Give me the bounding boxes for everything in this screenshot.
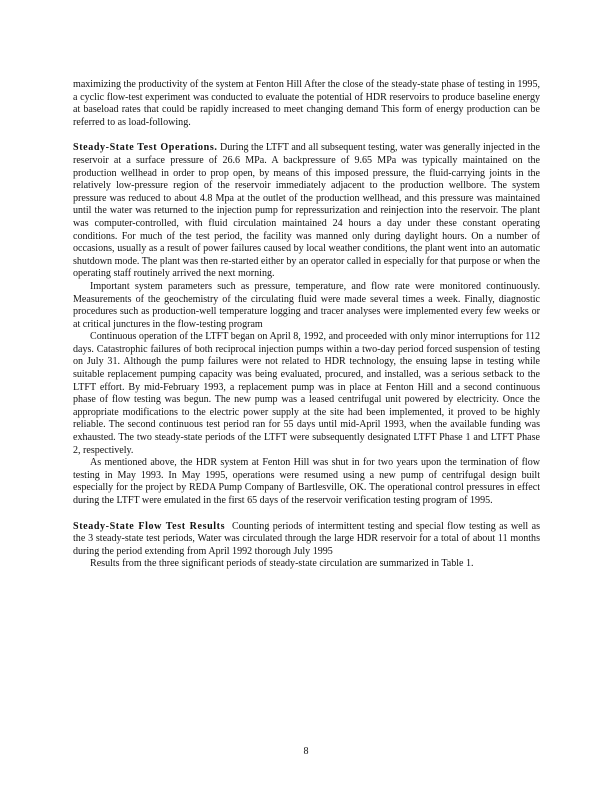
section-heading-results: Steady-State Flow Test Results — [73, 520, 226, 532]
section-heading-operations: Steady-State Test Operations. — [73, 142, 218, 154]
page-number: 8 — [303, 746, 309, 757]
results-paragraph-1-text: Counting periods of intermittent testing and special flow testing as well as the 3 steady-state test periods, Water was circulated through the large HDR reservoir for a total of about 11 months during the period extending from April 1992 thorough July 1995 — [73, 520, 540, 557]
results-paragraph-2: Results from the three significant periods of steady-state circulation are summarized in Table 1. — [90, 558, 474, 570]
document-page — [73, 79, 540, 571]
operations-paragraph-3: Continuous operation of the LTFT began on April 8, 1992, and proceeded with only minor interruptions for 112 days. Catastrophic failures of both reciprocal injection pumps within a two-day period forced suspension of testing on July 31. Although the pump failures were not related to HDR technology, the ensuing lapse in testing while suitable replacement pumping capacity was being evaluated, procured, and installed, was a serious setback to the LTFT effort. By mid-February 1993, a replacement pump was in place at Fenton Hill and a second continuous phase of flow testing was begun. The new pump was a leased centrifugal unit powered by electricity. Once the appropriate modifications to the electric power supply at the site had been implemented, it proved to be highly reliable. The second continuous test period ran for 55 days until mid-April 1993, when the available funding was exhausted. The two steady-state periods of the LTFT were subsequently designated LTFT Phase 1 and LTFT Phase 2, respectively. — [73, 331, 540, 456]
intro-paragraph: maximizing the productivity of the system at Fenton Hill After the close of the steady-state phase of testing in 1995, a cyclic flow-test experiment was conducted to evaluate the potential of HDR reservoirs to produce baseline energy at baseload rates that could be rapidly increased to meet changing demand This form of energy production can be referred to as load-following. — [73, 79, 540, 128]
results-paragraph-1 — [73, 521, 540, 559]
operations-paragraph-1 — [73, 142, 540, 281]
operations-paragraph-2: Important system parameters such as pressure, temperature, and flow rate were monitored continuously. Measurements of the geochemistry of the circulating fluid were made several times a week. Finally, diagnostic procedures such as production-well temperature logging and tracer analyses were implemented every few weeks or at critical junctures in the flow-testing program — [73, 280, 540, 330]
operations-paragraph-1-text: During the LTFT and all subsequent testing, water was generally injected in the reservoir at a surface pressure of 26.6 MPa. A backpressure of 9.65 MPa was typically maintained on the production wellhead in order to prop open, by means of this imposed pressure, the fluid-carrying joints in the relatively low-pressure region of the reservoir immediately adjacent to the production wellbore. The system pressure was reduced to about 4.8 Mpa at the outlet of the production wellhead, and this pressure was maintained until the water was returned to the injection pump for repressurization and reinjection into the reservoir. The plant was computer-controlled, with fluid circulation maintained 24 hours a day under these constant operating conditions. For much of the test period, the facility was manned only during daylight hours. On a number of occasions, usually as a result of power failures caused by local weather conditions, the plant went into an automatic shutdown mode. The plant was then re-started either by an operator called in especially for that purpose or when the operating staff routinely arrived the next morning. — [73, 142, 540, 280]
operations-paragraph-4: As mentioned above, the HDR system at Fenton Hill was shut in for two years upon the termination of flow testing in May 1993. In May 1995, operations were resumed using a new pump of centrifugal design built especially for the project by REDA Pump Company of Bartlesville, OK. The operational control pressures in effect during the LTFT were emulated in the first 65 days of the reservoir verification testing program of 1995. — [73, 457, 540, 506]
